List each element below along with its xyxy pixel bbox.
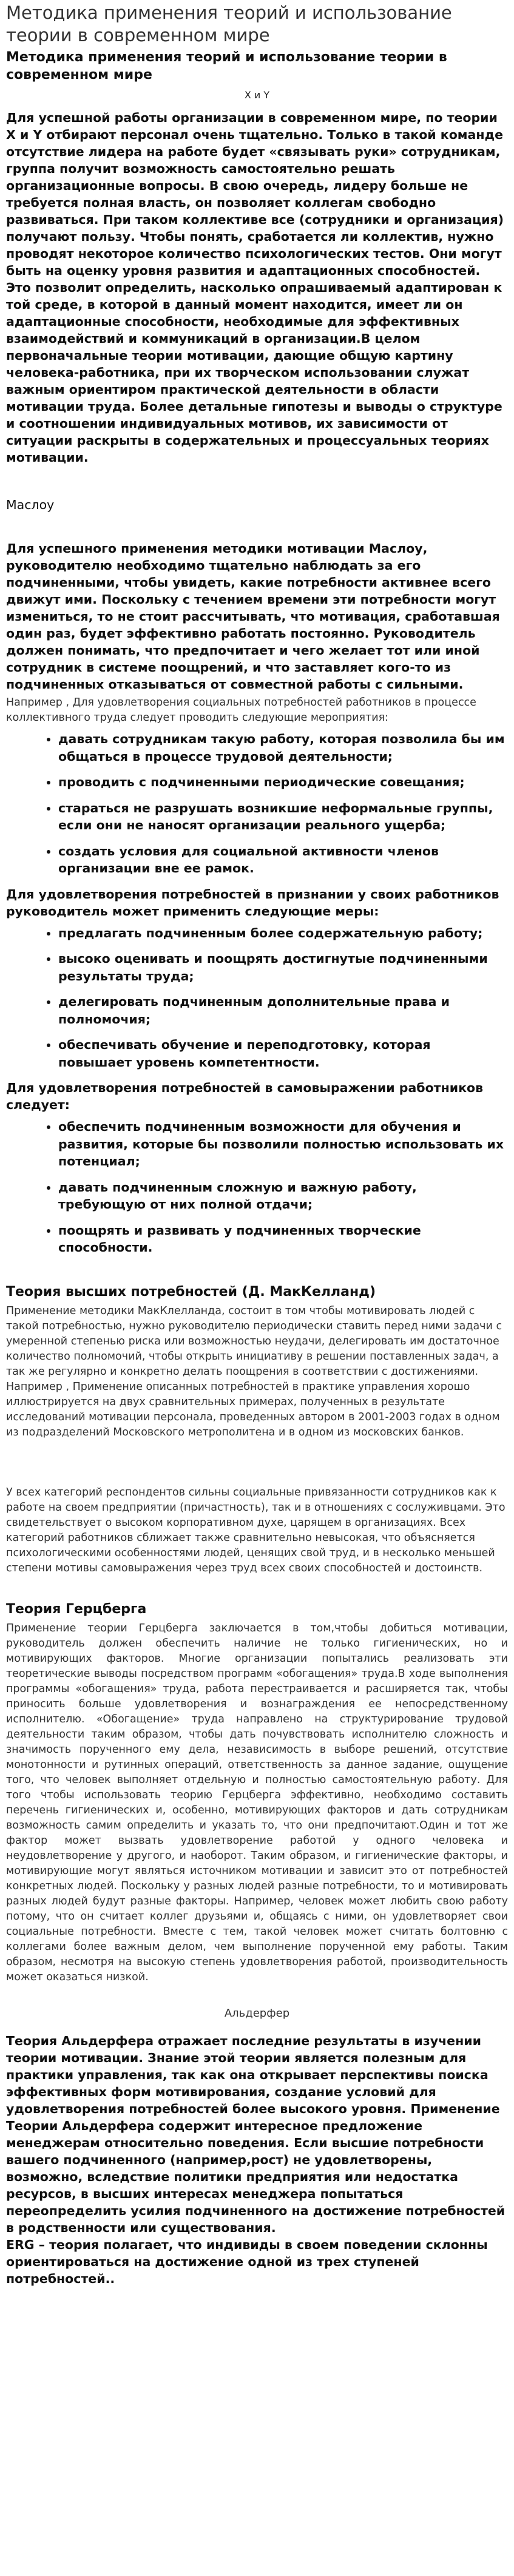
document-subtitle: Методика применения теорий и использование теории в современном мире bbox=[6, 50, 447, 83]
herzberg-heading: Теория Герцберга bbox=[6, 1601, 147, 1617]
alderfer-paragraph: Теория Альдерфера отражает последние результаты в изучении теории мотивации. Знание этой теории является полезным для практики управления, так как она открывает перспективы поиска эффективных форм мотивирования, создание условий для удовлетворения потребностей более высокого уровня. Применение Теории Альдерфера содержит интересное предложение менеджерам относительно поведения. Если высшие потребности вашего подчиненного (например,рост) не удовлетворены, возможно, вследствие политики предприятия или недостатка ресурсов, в высших интересах менеджера попытаться переопределить усилия подчиненного на достижение потребностей в родственности или существования. bbox=[6, 2033, 506, 2235]
erg-paragraph: ERG – теория полагает, что индивиды в своем поведении склонны ориентироваться на достижение одной из трех ступеней потребностей.. bbox=[6, 2237, 488, 2286]
list-item: • предлагать подчиненным более содержательную работу; bbox=[58, 925, 508, 942]
maslow-example: Например , Для удовлетворения социальных потребностей работников в процессе коллективного труда следует проводить следующие мероприятия: bbox=[6, 696, 476, 724]
intro-paragraph: Для успешной работы организации в современном мире, по теории Х и Y отбирают персонал очень тщательно. Только в такой команде отсутствие лидера на работе будет «связывать руки» сотрудникам, группа получит возможность самостоятельно решать организационные вопросы. В свою очередь, лидеру больше не требуется полная власть, он позволяет коллегам свободно развиваться. При таком коллективе все (сотрудники и организация) получают пользу. Чтобы понять, сработается ли коллектив, нужно проводят некоторое количество психологических тестов. Они могут быть на оценку уровня развития и адаптационных способностей. Это позволит определить, насколько опрашиваемый адаптирован к той среде, в которой в данный момент находится, имеет ли он адаптационные способности, необходимые для эффективных взаимодействий и коммуникаций в организации.В целом первоначальные теории мотивации, дающие общую картину человека-работника, при их творческом использовании служат важным ориентиром практической деятельности в области мотивации труда. Более детальные гипотезы и выводы о структуре и соотношении индивидуальных мотивов, их зависимости от ситуации раскрыты в содержательных и процессуальных теориях мотивации. bbox=[6, 110, 504, 465]
list-item: • создать условия для социальной активности членов организации вне ее рамок. bbox=[58, 843, 508, 877]
list-item: • делегировать подчиненным дополнительные права и полномочия; bbox=[58, 993, 508, 1028]
herzberg-paragraph: Применение теории Герцберга заключается в том,чтобы добиться мотивации, руководитель должен обеспечить наличие не только гигиенических, но и мотивирующих факторов. Многие организации попытались реализовать эти теоретические выводы посредством программ «обогащения» труда.В ходе выполнения программы «обогащения» труда, работа перестраивается и расширяется так, чтобы приносить больше удовлетворения и вознаграждения ее непосредственному исполнителю. «Обогащение» труда направлено на структурирование трудовой деятельности таким образом, чтобы дать почувствовать исполнителю сложность и значимость порученного ему дела, независимость в выборе решений, отсутствие монотонности и рутинных операций, ответственность за данное задание, ощущение того, что человек выполняет отдельную и полностью самостоятельную работу. Для того чтобы использовать теорию Герцберга эффективно, необходимо составить перечень гигиенических и, особенно, мотивирующих факторов и дать сотрудникам возможность самим определить и указать то, что они предпочитают.Один и тот же фактор может вызвать удовлетворение работой у одного человека и неудовлетворение у другого, и наоборот. Таким образом, и гигиенические факторы, и мотивирующие могут являться источником мотивации и зависит это от потребностей конкретных людей. Поскольку у разных людей разные потребности, то и мотивировать разных людей будут разные факторы. Например, человек может любить свою работу потому, что он считает коллег друзьями и, общаясь с ними, он удовлетворяет свои социальные потребности. Вместе с тем, такой человек может считать болтовню с коллегами более важным делом, чем выполнение порученной ему работы. Таким образом, несмотря на высокую степень удовлетворения работой, производительность может оказаться низкой. bbox=[6, 1622, 508, 1983]
spacer bbox=[6, 1579, 508, 1600]
recognition-intro: Для удовлетворения потребностей в признании у своих работников руководитель может применить следующие меры: bbox=[6, 886, 499, 919]
maslow-heading: Маслоу bbox=[6, 497, 55, 512]
document-title: Методика применения теорий и использование теории в современном мире bbox=[6, 2, 452, 46]
alderfer-label: Альдерфер bbox=[224, 2006, 290, 2020]
spacer bbox=[6, 1265, 508, 1283]
mcclelland-heading: Теория высших потребностей (Д. МакКелланд) bbox=[6, 1284, 376, 1300]
xy-label: Х и Y bbox=[244, 89, 270, 101]
document-page bbox=[0, 2, 514, 2287]
recognition-needs-list bbox=[6, 925, 508, 1071]
list-item: • давать сотрудникам такую работу, которая позволила бы им общаться в процессе трудовой деятельности; bbox=[58, 730, 508, 765]
spacer bbox=[6, 1988, 508, 2006]
list-item: • высоко оценивать и поощрять достигнутые подчиненными результаты труда; bbox=[58, 950, 508, 985]
list-item: • обеспечивать обучение и переподготовку, которая повышает уровень компетентности. bbox=[58, 1036, 508, 1071]
list-item: • поощрять и развивать у подчиненных творческие способности. bbox=[58, 1222, 508, 1256]
list-item: • обеспечить подчиненным возможности для обучения и развития, которые бы позволили полностью использовать их потенциал; bbox=[58, 1118, 508, 1170]
self-expression-list bbox=[6, 1118, 508, 1256]
mcclelland-paragraph-2: У всех категорий респондентов сильны социальные привязанности сотрудников как к работе на своем предприятии (причастность), так и в отношениях с сослуживцами. Это свидетельствует о высоком корпоративном духе, царящем в организациях. Всех категорий работников сближает также сравнительно невысокая, что объясняется психологическими особенностями людей, ценящих свой труд, и в несколько меньшей степени мотивы самовыражения через труд всех своих способностей и достоинств. bbox=[6, 1486, 506, 1574]
spacer bbox=[6, 522, 508, 540]
list-item: • стараться не разрушать возникшие неформальные группы, если они не наносят организации реального ущерба; bbox=[58, 800, 508, 834]
list-item: • проводить с подчиненными периодические совещания; bbox=[58, 774, 508, 791]
social-needs-list bbox=[6, 730, 508, 877]
maslow-intro: Для успешного применения методики мотивации Маслоу, руководителю необходимо тщательно наблюдать за его подчиненными, чтобы увидеть, какие потребности активнее всего движут ими. Поскольку с течением времени эти потребности могут измениться, то не стоит рассчитывать, что мотивация, сработавшая один раз, будет эффективно работать постоянно. Руководитель должен понимать, что предпочитает и чего желает тот или иной сотрудник в системе поощрений, и что заставляет кого-то из подчиненных отказываться от совместной работы с сильными. bbox=[6, 541, 500, 692]
mcclelland-paragraph-1: Применение методики МакКлелланда, состоит в том чтобы мотивировать людей с такой потребностью, нужно руководителю периодически ставить перед ними задачи с умеренной степенью риска или возможностью неудачи, делегировать им достаточное количество полномочий, чтобы открыть инициативу в решении поставленных задач, а так же регулярно и конкретно делать поощрения в соответствии с достижениями. Например , Применение описанных потребностей в практике управления хорошо иллюстрируется на двух сравнительных примерах, полученных в результате исследований мотивации персонала, проведенных автором в 2001-2003 годах в одном из подразделений Московского метрополитена и в одном из московских банков. bbox=[6, 1304, 502, 1438]
self-expression-intro: Для удовлетворения потребностей в самовыражении работников следует: bbox=[6, 1081, 484, 1112]
spacer bbox=[6, 474, 508, 496]
list-item: • давать подчиненным сложную и важную работу, требующую от них полной отдачи; bbox=[58, 1179, 508, 1213]
spacer bbox=[6, 1443, 508, 1485]
